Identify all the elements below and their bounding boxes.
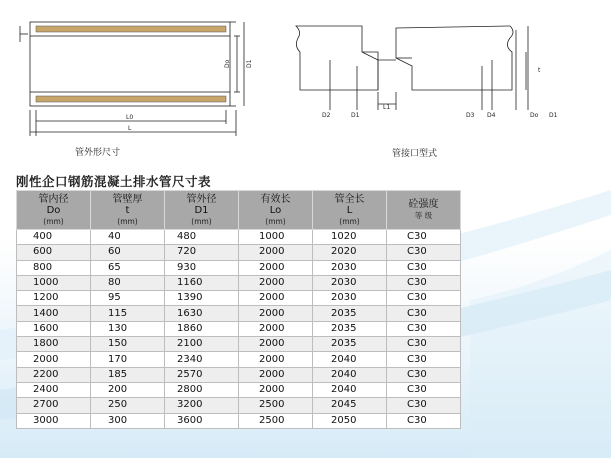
table-cell-wall-thickness: 65 <box>91 260 165 275</box>
pipe-outline-caption: 管外形尺寸 <box>75 148 121 158</box>
table-cell-wall-thickness: 40 <box>91 230 165 245</box>
table-cell-total-length: 1020 <box>313 230 387 245</box>
joint-label-d4: D4 <box>487 112 496 119</box>
table-header-row <box>17 191 461 230</box>
table-row <box>17 245 461 260</box>
table-cell-total-length: 2045 <box>313 398 387 413</box>
table-cell-inner-diameter: 1800 <box>17 337 91 352</box>
table-cell-concrete-strength: C30 <box>387 382 461 397</box>
table-cell-effective-length: 2000 <box>239 291 313 306</box>
table-cell-inner-diameter: 2000 <box>17 352 91 367</box>
table-cell-effective-length: 2000 <box>239 306 313 321</box>
table-cell-wall-thickness: 95 <box>91 291 165 306</box>
table-cell-outer-diameter: 480 <box>165 230 239 245</box>
table-row <box>17 306 461 321</box>
table-row <box>17 230 461 245</box>
table-cell-effective-length: 2000 <box>239 337 313 352</box>
table-cell-wall-thickness: 80 <box>91 275 165 290</box>
table-cell-total-length: 2040 <box>313 367 387 382</box>
table-cell-effective-length: 2500 <box>239 398 313 413</box>
table-cell-total-length: 2050 <box>313 413 387 428</box>
joint-label-do: Do <box>530 112 539 119</box>
table-cell-inner-diameter: 2700 <box>17 398 91 413</box>
column-header-wall-thickness <box>91 191 165 230</box>
table-row <box>17 260 461 275</box>
column-header-line: 管壁厚 <box>112 193 143 205</box>
joint-label-l1: L1 <box>383 104 391 111</box>
table-cell-concrete-strength: C30 <box>387 413 461 428</box>
table-cell-effective-length: 2000 <box>239 275 313 290</box>
column-header-line: L <box>346 204 353 216</box>
column-header-outer-diameter <box>165 191 239 230</box>
table-cell-outer-diameter: 3200 <box>165 398 239 413</box>
table-row <box>17 321 461 336</box>
table-cell-wall-thickness: 150 <box>91 337 165 352</box>
table-row <box>17 413 461 428</box>
column-header-line: (mm) <box>339 216 360 226</box>
table-row <box>17 367 461 382</box>
table-cell-concrete-strength: C30 <box>387 352 461 367</box>
table-cell-total-length: 2035 <box>313 306 387 321</box>
pipe-label-l: L <box>128 125 132 132</box>
column-header-inner-diameter <box>17 191 91 230</box>
column-header-effective-length <box>239 191 313 230</box>
table-cell-wall-thickness: 170 <box>91 352 165 367</box>
table-cell-total-length: 2035 <box>313 321 387 336</box>
column-header-line: (mm) <box>265 216 286 226</box>
table-cell-inner-diameter: 1400 <box>17 306 91 321</box>
table-cell-wall-thickness: 200 <box>91 382 165 397</box>
table-cell-outer-diameter: 1860 <box>165 321 239 336</box>
table-cell-total-length: 2030 <box>313 260 387 275</box>
table-cell-outer-diameter: 2340 <box>165 352 239 367</box>
table-cell-inner-diameter: 1600 <box>17 321 91 336</box>
table-row <box>17 382 461 397</box>
column-header-line: (mm) <box>117 216 138 226</box>
joint-label-d3: D3 <box>466 112 475 119</box>
table-cell-concrete-strength: C30 <box>387 260 461 275</box>
table-cell-outer-diameter: 1390 <box>165 291 239 306</box>
table-cell-concrete-strength: C30 <box>387 367 461 382</box>
table-cell-outer-diameter: 2100 <box>165 337 239 352</box>
table-title: 刚性企口钢筋混凝土排水管尺寸表 <box>16 174 212 189</box>
column-header-line: Lo <box>269 204 282 216</box>
table-cell-wall-thickness: 115 <box>91 306 165 321</box>
column-header-line: 砼强度 <box>408 199 439 210</box>
table-cell-inner-diameter: 1200 <box>17 291 91 306</box>
table-cell-wall-thickness: 300 <box>91 413 165 428</box>
table-cell-outer-diameter: 720 <box>165 245 239 260</box>
column-header-line: 管外径 <box>186 193 217 205</box>
table-cell-total-length: 2020 <box>313 245 387 260</box>
column-header-concrete-strength <box>387 191 461 230</box>
table-cell-wall-thickness: 130 <box>91 321 165 336</box>
joint-type-caption: 管接口型式 <box>392 149 438 159</box>
table-cell-concrete-strength: C30 <box>387 291 461 306</box>
table-cell-total-length: 2040 <box>313 382 387 397</box>
table-cell-inner-diameter: 2200 <box>17 367 91 382</box>
table-cell-concrete-strength: C30 <box>387 337 461 352</box>
table-cell-total-length: 2040 <box>313 352 387 367</box>
column-header-line: 等 级 <box>414 211 433 220</box>
table-cell-outer-diameter: 3600 <box>165 413 239 428</box>
column-header-line: 管全长 <box>334 193 365 205</box>
table-cell-effective-length: 2000 <box>239 260 313 275</box>
table-body <box>17 230 461 429</box>
column-header-line: Do <box>46 204 61 216</box>
table-cell-total-length: 2035 <box>313 337 387 352</box>
table-cell-outer-diameter: 1630 <box>165 306 239 321</box>
joint-label-t: t <box>538 67 541 74</box>
table-cell-effective-length: 2000 <box>239 352 313 367</box>
table-cell-effective-length: 2000 <box>239 321 313 336</box>
table-cell-wall-thickness: 185 <box>91 367 165 382</box>
column-header-line: (mm) <box>43 216 64 226</box>
table-cell-inner-diameter: 3000 <box>17 413 91 428</box>
table-cell-wall-thickness: 250 <box>91 398 165 413</box>
table-row <box>17 352 461 367</box>
table-cell-concrete-strength: C30 <box>387 321 461 336</box>
pipe-label-do: Do <box>224 59 231 68</box>
table-cell-inner-diameter: 600 <box>17 245 91 260</box>
table-cell-concrete-strength: C30 <box>387 230 461 245</box>
table-cell-effective-length: 2000 <box>239 367 313 382</box>
table-cell-effective-length: 2000 <box>239 382 313 397</box>
table-cell-outer-diameter: 1160 <box>165 275 239 290</box>
table-cell-inner-diameter: 400 <box>17 230 91 245</box>
table-cell-concrete-strength: C30 <box>387 275 461 290</box>
joint-type-drawing <box>296 26 528 110</box>
table-cell-inner-diameter: 800 <box>17 260 91 275</box>
table-row <box>17 291 461 306</box>
table-cell-outer-diameter: 930 <box>165 260 239 275</box>
table-cell-concrete-strength: C30 <box>387 398 461 413</box>
column-header-line: (mm) <box>191 216 212 226</box>
joint-label-d2: D2 <box>322 112 331 119</box>
column-header-line: t <box>125 204 130 216</box>
table-cell-effective-length: 2000 <box>239 245 313 260</box>
joint-label-d1b: D1 <box>549 112 558 119</box>
column-header-line: 管内径 <box>38 193 69 205</box>
pipe-label-l0: L0 <box>126 114 134 121</box>
column-header-total-length <box>313 191 387 230</box>
table-cell-inner-diameter: 2400 <box>17 382 91 397</box>
joint-label-d1: D1 <box>351 112 360 119</box>
pipe-label-d1: D1 <box>246 59 253 68</box>
table-cell-concrete-strength: C30 <box>387 306 461 321</box>
table-cell-concrete-strength: C30 <box>387 245 461 260</box>
table-cell-effective-length: 2500 <box>239 413 313 428</box>
table-row <box>17 337 461 352</box>
table-row <box>17 398 461 413</box>
table-cell-outer-diameter: 2800 <box>165 382 239 397</box>
table-cell-inner-diameter: 1000 <box>17 275 91 290</box>
table-cell-effective-length: 1000 <box>239 230 313 245</box>
pipe-dimension-table <box>16 190 461 429</box>
table-cell-total-length: 2030 <box>313 291 387 306</box>
table-cell-wall-thickness: 60 <box>91 245 165 260</box>
column-header-line: 有效长 <box>260 193 291 205</box>
table-cell-total-length: 2030 <box>313 275 387 290</box>
table-cell-outer-diameter: 2570 <box>165 367 239 382</box>
column-header-line: D1 <box>194 204 209 216</box>
table-row <box>17 275 461 290</box>
